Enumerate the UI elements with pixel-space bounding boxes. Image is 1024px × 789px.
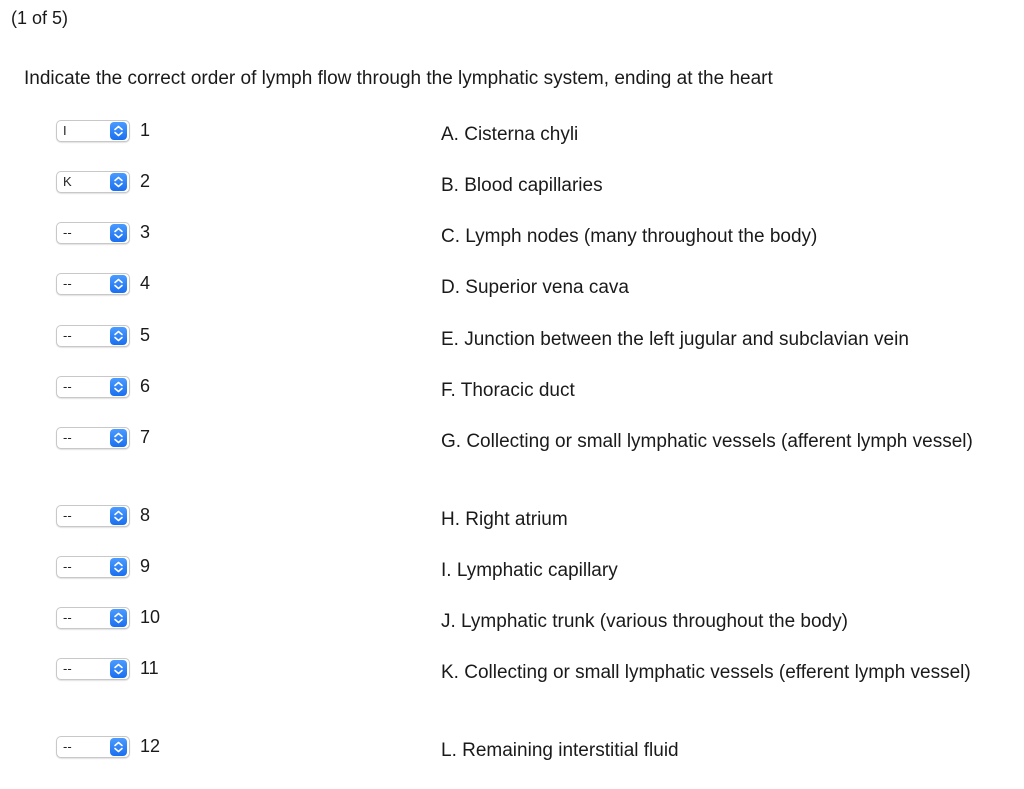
answer-select[interactable] [56,607,130,629]
answer-select[interactable] [56,658,130,680]
up-down-chevron-icon[interactable] [110,122,127,140]
answer-option: G. Collecting or small lymphatic vessels (afferent lymph vessel) [441,431,973,452]
answer-select[interactable] [56,273,130,295]
select-value: -- [63,559,72,574]
order-number: 5 [140,325,151,345]
answer-option: D. Superior vena cava [441,277,629,298]
answer-option: K. Collecting or small lymphatic vessels (efferent lymph vessel) [441,662,971,683]
answer-select[interactable] [56,736,130,758]
answer-select[interactable] [56,325,130,347]
answer-option: L. Remaining interstitial fluid [441,740,679,761]
up-down-chevron-icon[interactable] [110,275,127,293]
order-number: 2 [140,171,151,191]
select-value: -- [63,739,72,754]
up-down-chevron-icon[interactable] [110,507,127,525]
question-counter: (1 of 5) [11,8,69,28]
select-value: -- [63,508,72,523]
up-down-chevron-icon[interactable] [110,429,127,447]
select-value: -- [63,430,72,445]
answer-select[interactable] [56,171,130,193]
order-number: 3 [140,222,151,242]
up-down-chevron-icon[interactable] [110,660,127,678]
answer-option: C. Lymph nodes (many throughout the body) [441,226,818,247]
answer-option: A. Cisterna chyli [441,124,579,145]
answer-option: J. Lymphatic trunk (various throughout the body) [441,611,848,632]
answer-option: I. Lymphatic capillary [441,560,618,581]
select-value: -- [63,379,72,394]
answer-select[interactable] [56,505,130,527]
order-number: 1 [140,120,151,140]
up-down-chevron-icon[interactable] [110,609,127,627]
answer-option: E. Junction between the left jugular and subclavian vein [441,329,909,350]
answer-select[interactable] [56,556,130,578]
answer-select[interactable] [56,222,130,244]
answer-option: B. Blood capillaries [441,175,603,196]
up-down-chevron-icon[interactable] [110,224,127,242]
up-down-chevron-icon[interactable] [110,173,127,191]
select-value: I [63,123,67,138]
order-number: 7 [140,427,151,447]
select-value: -- [63,225,72,240]
question-text: Indicate the correct order of lymph flow through the lymphatic system, ending at the heart [24,68,773,89]
order-number: 10 [140,607,161,627]
answer-select[interactable] [56,376,130,398]
order-number: 8 [140,505,151,525]
select-value: -- [63,276,72,291]
order-number: 12 [140,736,161,756]
up-down-chevron-icon[interactable] [110,378,127,396]
up-down-chevron-icon[interactable] [110,738,127,756]
order-number: 11 [140,658,159,678]
up-down-chevron-icon[interactable] [110,558,127,576]
select-value: -- [63,661,72,676]
answer-select[interactable] [56,427,130,449]
answer-option: F. Thoracic duct [441,380,575,401]
up-down-chevron-icon[interactable] [110,327,127,345]
order-number: 9 [140,556,151,576]
select-value: K [63,174,72,189]
answer-select[interactable] [56,120,130,142]
order-number: 6 [140,376,151,396]
select-value: -- [63,328,72,343]
select-value: -- [63,610,72,625]
answer-option: H. Right atrium [441,509,568,530]
order-number: 4 [140,273,151,293]
